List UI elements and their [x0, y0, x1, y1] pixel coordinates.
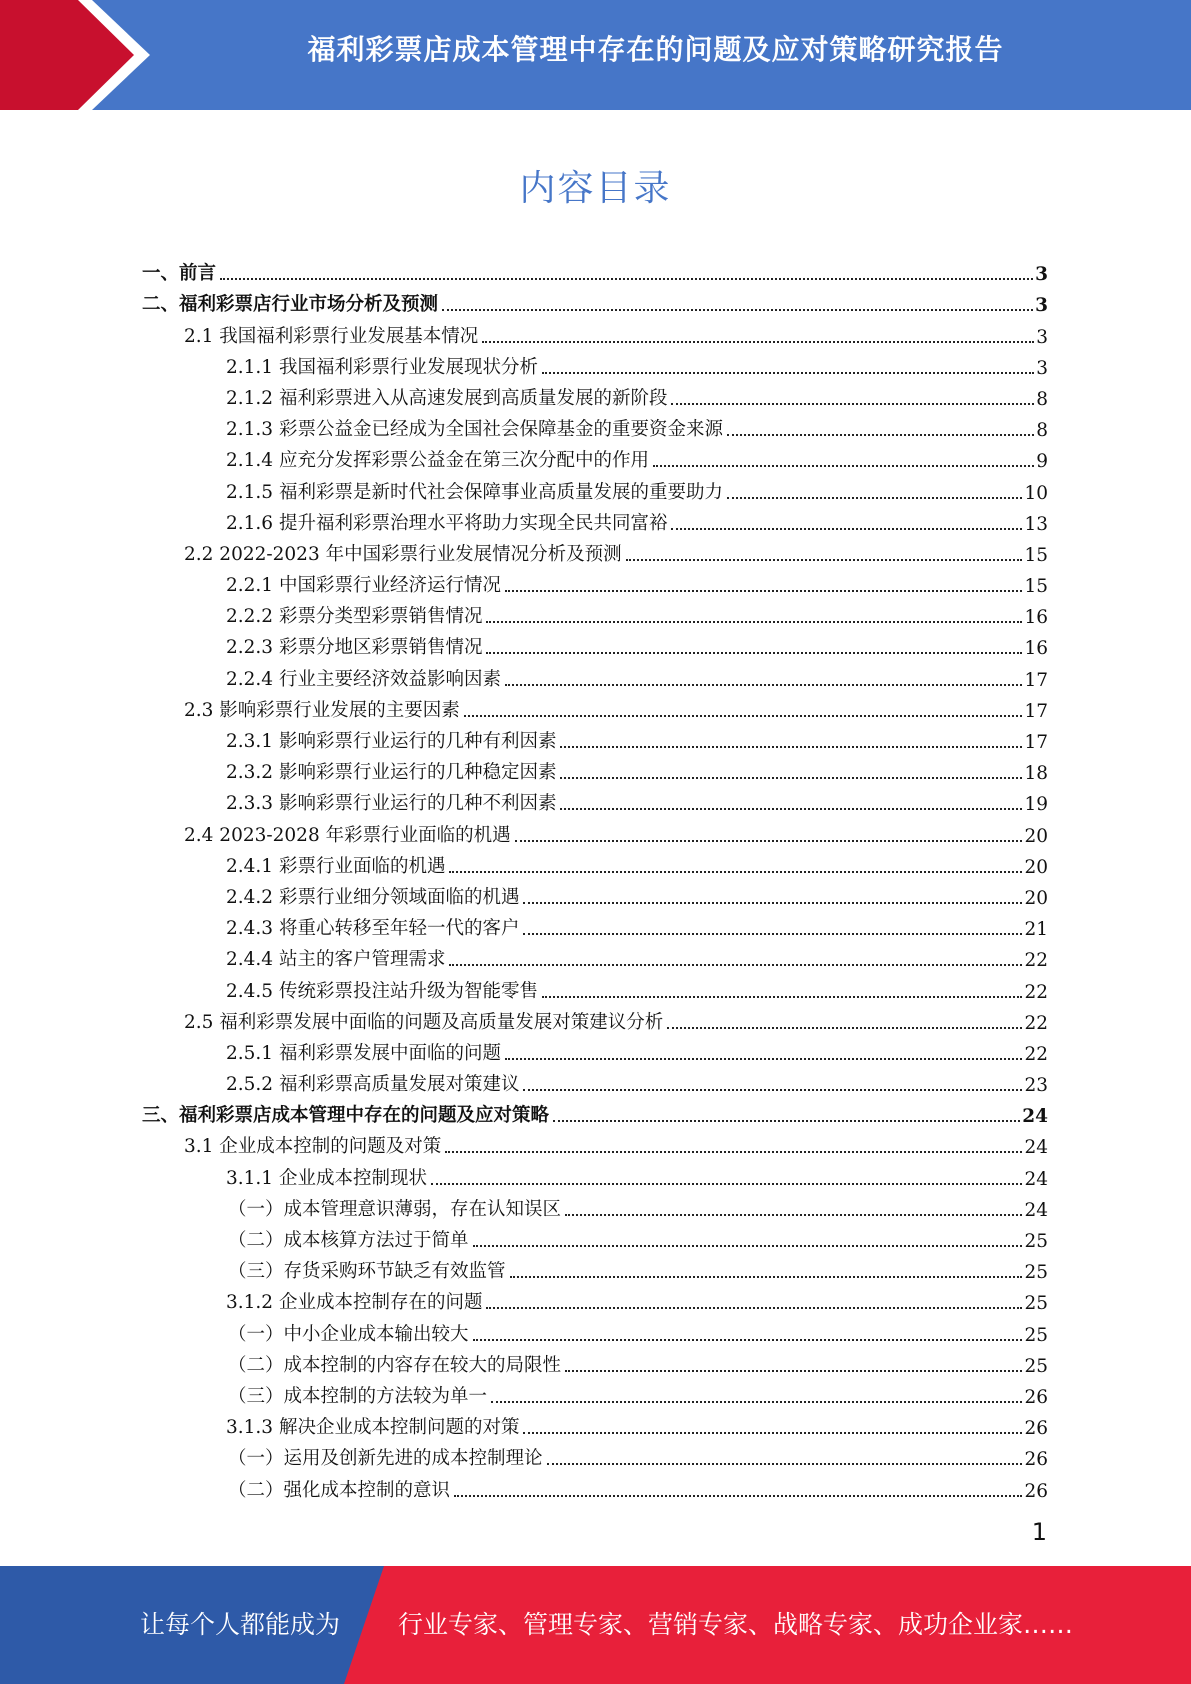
- toc-entry[interactable]: [142, 1409, 1048, 1440]
- toc-entry-label: 3.1.3 解决企业成本控制问题的对策: [226, 1417, 520, 1439]
- toc-entry-label: 2.3.3 影响彩票行业运行的几种不利因素: [226, 793, 557, 815]
- toc-entry[interactable]: [142, 1378, 1048, 1409]
- dot-leader: [560, 746, 1022, 748]
- dot-leader: [449, 964, 1022, 966]
- toc-entry-page: 23: [1024, 1075, 1048, 1097]
- toc-entry[interactable]: [142, 380, 1048, 411]
- toc-entry[interactable]: [142, 660, 1048, 691]
- dot-leader: [482, 341, 1034, 343]
- dot-leader: [653, 465, 1034, 467]
- toc-entry-label: 2.4 2023-2028 年彩票行业面临的机遇: [184, 824, 511, 846]
- toc-entry-page: 24: [1024, 1199, 1048, 1221]
- dot-leader: [454, 1495, 1022, 1497]
- toc-entry[interactable]: [142, 1253, 1048, 1284]
- dot-leader: [626, 559, 1023, 561]
- toc-entry-page: 24: [1024, 1168, 1048, 1190]
- toc-entry-label: 2.1.4 应充分发挥彩票公益金在第三次分配中的作用: [226, 450, 649, 472]
- toc-entry-page: 20: [1024, 887, 1048, 909]
- toc-entry[interactable]: [142, 1315, 1048, 1346]
- toc-entry[interactable]: [142, 785, 1048, 816]
- toc-entry-label: 2.2.1 中国彩票行业经济运行情况: [226, 575, 501, 597]
- toc-entry-page: 17: [1024, 700, 1048, 722]
- toc-entry-page: 15: [1024, 544, 1048, 566]
- toc-entry-page: 20: [1024, 825, 1048, 847]
- toc-entry-page: 25: [1024, 1355, 1048, 1377]
- toc-entry[interactable]: [142, 629, 1048, 660]
- toc-entry[interactable]: [142, 567, 1048, 598]
- dot-leader: [671, 403, 1034, 405]
- toc-entry[interactable]: [142, 1066, 1048, 1097]
- dot-leader: [565, 1370, 1022, 1372]
- toc-entry-page: 25: [1024, 1231, 1048, 1252]
- toc-entry-label: 2.4.1 彩票行业面临的机遇: [226, 855, 446, 877]
- toc-entry[interactable]: [142, 692, 1048, 723]
- toc-entry[interactable]: [142, 879, 1048, 910]
- dot-leader: [671, 528, 1022, 530]
- dot-leader: [553, 1120, 1020, 1122]
- toc-entry[interactable]: [142, 1284, 1048, 1315]
- dot-leader: [560, 808, 1022, 810]
- toc-entry[interactable]: [142, 255, 1048, 286]
- toc-entry-page: 22: [1024, 950, 1048, 972]
- toc-entry[interactable]: [142, 941, 1048, 972]
- dot-leader: [464, 715, 1023, 717]
- toc-entry-label: 二、福利彩票店行业市场分析及预测: [142, 294, 439, 316]
- toc-entry-label: 2.1.6 提升福利彩票治理水平将助力实现全民共同富裕: [226, 512, 668, 534]
- toc-entry-label: 2.2.3 彩票分地区彩票销售情况: [226, 637, 483, 659]
- toc-entry-page: 13: [1024, 513, 1048, 535]
- dot-leader: [473, 1245, 1023, 1247]
- toc-entry[interactable]: [142, 505, 1048, 536]
- toc-entry-label: （三）成本控制的方法较为单一: [228, 1385, 488, 1407]
- dot-leader: [505, 590, 1022, 592]
- page-number: 1: [1031, 1518, 1047, 1546]
- toc-entry-page: 15: [1024, 576, 1048, 598]
- dot-leader: [515, 840, 1023, 842]
- dot-leader: [565, 1214, 1022, 1216]
- toc-entry[interactable]: [142, 1347, 1048, 1378]
- toc-entry-page: 17: [1024, 732, 1048, 753]
- toc-entry-page: 3: [1035, 295, 1048, 317]
- toc-entry[interactable]: [142, 848, 1048, 879]
- toc-entry-label: 2.1.5 福利彩票是新时代社会保障事业高质量发展的重要助力: [226, 481, 723, 503]
- toc-entry[interactable]: [142, 286, 1048, 317]
- toc-entry-label: 2.1.1 我国福利彩票行业发展现状分析: [226, 356, 538, 378]
- toc-entry[interactable]: [142, 1440, 1048, 1471]
- toc-entry-label: 3.1.2 企业成本控制存在的问题: [226, 1292, 483, 1314]
- toc-entry-page: 26: [1024, 1418, 1048, 1440]
- dot-leader: [523, 902, 1022, 904]
- toc-entry[interactable]: [142, 754, 1048, 785]
- toc-entry-page: 16: [1024, 638, 1048, 660]
- dot-leader: [523, 933, 1022, 935]
- toc-entry[interactable]: [142, 1035, 1048, 1066]
- dot-leader: [523, 1089, 1022, 1091]
- dot-leader: [486, 652, 1022, 654]
- toc-entry[interactable]: [142, 411, 1048, 442]
- dot-leader: [542, 372, 1034, 374]
- toc-entry[interactable]: [142, 1097, 1048, 1128]
- toc-entry-page: 25: [1024, 1293, 1048, 1315]
- toc-entry-page: 22: [1024, 1012, 1048, 1034]
- toc-entry[interactable]: [142, 972, 1048, 1003]
- footer-slogan-left: 让每个人都能成为: [140, 1610, 341, 1639]
- toc-entry-label: 2.1 我国福利彩票行业发展基本情况: [184, 325, 479, 347]
- toc-entry-label: 2.4.3 将重心转移至年轻一代的客户: [226, 918, 520, 940]
- toc-title: 内容目录: [519, 168, 672, 209]
- toc-entry[interactable]: [142, 1471, 1048, 1502]
- toc-entry-label: 2.2 2022-2023 年中国彩票行业发展情况分析及预测: [184, 543, 622, 565]
- toc-entry-page: 22: [1024, 981, 1048, 1003]
- toc-entry-label: （一）成本管理意识薄弱，存在认知误区: [228, 1198, 562, 1220]
- dot-leader: [431, 1183, 1022, 1185]
- toc-entry-label: 三、福利彩票店成本管理中存在的问题及应对策略: [142, 1105, 550, 1127]
- toc-entry-page: 17: [1024, 669, 1048, 691]
- toc-entry-label: 2.4.5 传统彩票投注站升级为智能零售: [226, 980, 538, 1002]
- toc-entry-page: 25: [1024, 1324, 1048, 1346]
- dot-leader: [542, 996, 1022, 998]
- toc-entry[interactable]: [142, 598, 1048, 629]
- toc-entry-page: 8: [1036, 420, 1048, 442]
- toc-entry-page: 21: [1024, 919, 1048, 941]
- toc-entry-label: 3.1 企业成本控制的问题及对策: [184, 1136, 442, 1158]
- dot-leader: [449, 871, 1022, 873]
- toc-entry-page: 26: [1024, 1449, 1048, 1471]
- table-of-contents: [142, 255, 1048, 1503]
- toc-entry-page: 16: [1024, 607, 1048, 629]
- toc-entry-label: 2.1.2 福利彩票进入从高速发展到高质量发展的新阶段: [226, 387, 668, 409]
- toc-entry-page: 25: [1024, 1262, 1048, 1284]
- dot-leader: [505, 684, 1022, 686]
- toc-entry[interactable]: [142, 816, 1048, 847]
- dot-leader: [727, 434, 1034, 436]
- dot-leader: [547, 1463, 1023, 1465]
- toc-entry-label: 2.2.2 彩票分类型彩票销售情况: [226, 606, 483, 628]
- toc-entry-page: 22: [1024, 1043, 1048, 1065]
- dot-leader: [486, 621, 1022, 623]
- dot-leader: [667, 1027, 1022, 1029]
- toc-entry-page: 26: [1024, 1386, 1048, 1408]
- toc-entry-label: （三）存货采购环节缺乏有效监管: [228, 1261, 506, 1283]
- document-title: 福利彩票店成本管理中存在的问题及应对策略研究报告: [307, 33, 1004, 66]
- toc-entry[interactable]: [142, 1004, 1048, 1035]
- toc-entry[interactable]: [142, 1159, 1048, 1190]
- dot-leader: [473, 1339, 1023, 1341]
- dot-leader: [523, 1432, 1022, 1434]
- toc-entry[interactable]: [142, 1191, 1048, 1222]
- toc-entry-page: 20: [1024, 856, 1048, 878]
- toc-entry-page: 24: [1022, 1106, 1048, 1128]
- toc-entry-page: 9: [1036, 451, 1048, 473]
- toc-entry-page: 26: [1024, 1480, 1048, 1502]
- toc-entry-page: 19: [1024, 794, 1048, 816]
- dot-leader: [727, 497, 1022, 499]
- toc-entry-label: （一）运用及创新先进的成本控制理论: [228, 1448, 543, 1470]
- dot-leader: [505, 1058, 1022, 1060]
- toc-entry[interactable]: [142, 442, 1048, 473]
- toc-entry-label: （一）中小企业成本输出较大: [228, 1323, 469, 1345]
- toc-entry-label: 2.2.4 行业主要经济效益影响因素: [226, 668, 501, 690]
- footer-slogan-right: 行业专家、管理专家、营销专家、战略专家、成功企业家……: [398, 1610, 1074, 1639]
- dot-leader: [220, 278, 1033, 280]
- dot-leader: [491, 1401, 1022, 1403]
- toc-entry-label: （二）成本核算方法过于简单: [228, 1230, 469, 1251]
- dot-leader: [445, 1151, 1022, 1153]
- toc-entry-label: 2.3.2 影响彩票行业运行的几种稳定因素: [226, 762, 557, 784]
- toc-entry[interactable]: [142, 473, 1048, 504]
- toc-entry[interactable]: [142, 1222, 1048, 1253]
- toc-entry-page: 3: [1035, 264, 1048, 286]
- dot-leader: [510, 1276, 1023, 1278]
- toc-entry-label: 2.5 福利彩票发展中面临的问题及高质量发展对策建议分析: [184, 1011, 664, 1033]
- toc-entry-label: 2.4.2 彩票行业细分领域面临的机遇: [226, 886, 520, 908]
- toc-entry-label: 2.5.1 福利彩票发展中面临的问题: [226, 1042, 501, 1064]
- toc-entry[interactable]: [142, 317, 1048, 348]
- toc-entry-page: 18: [1024, 763, 1048, 785]
- toc-entry-label: （二）强化成本控制的意识: [228, 1479, 451, 1501]
- toc-entry[interactable]: [142, 349, 1048, 380]
- toc-entry-label: 2.5.2 福利彩票高质量发展对策建议: [226, 1074, 520, 1096]
- toc-entry-label: 2.1.3 彩票公益金已经成为全国社会保障基金的重要资金来源: [226, 419, 723, 441]
- toc-entry[interactable]: [142, 1128, 1048, 1159]
- dot-leader: [560, 777, 1022, 779]
- toc-entry-label: 3.1.1 企业成本控制现状: [226, 1167, 427, 1189]
- toc-entry-page: 10: [1024, 482, 1048, 504]
- toc-entry-page: 8: [1036, 388, 1048, 410]
- toc-entry-label: （二）成本控制的内容存在较大的局限性: [228, 1354, 562, 1376]
- toc-entry-label: 2.3.1 影响彩票行业运行的几种有利因素: [226, 731, 557, 752]
- dot-leader: [442, 309, 1033, 311]
- toc-entry[interactable]: [142, 910, 1048, 941]
- toc-entry-page: 3: [1036, 326, 1048, 348]
- toc-entry-label: 2.3 影响彩票行业发展的主要因素: [184, 699, 460, 721]
- toc-entry[interactable]: [142, 723, 1048, 754]
- toc-entry-page: 24: [1024, 1137, 1048, 1159]
- toc-entry-label: 2.4.4 站主的客户管理需求: [226, 949, 446, 971]
- toc-entry-page: 3: [1036, 357, 1048, 379]
- toc-entry[interactable]: [142, 536, 1048, 567]
- dot-leader: [486, 1307, 1022, 1309]
- toc-entry-label: 一、前言: [142, 263, 217, 285]
